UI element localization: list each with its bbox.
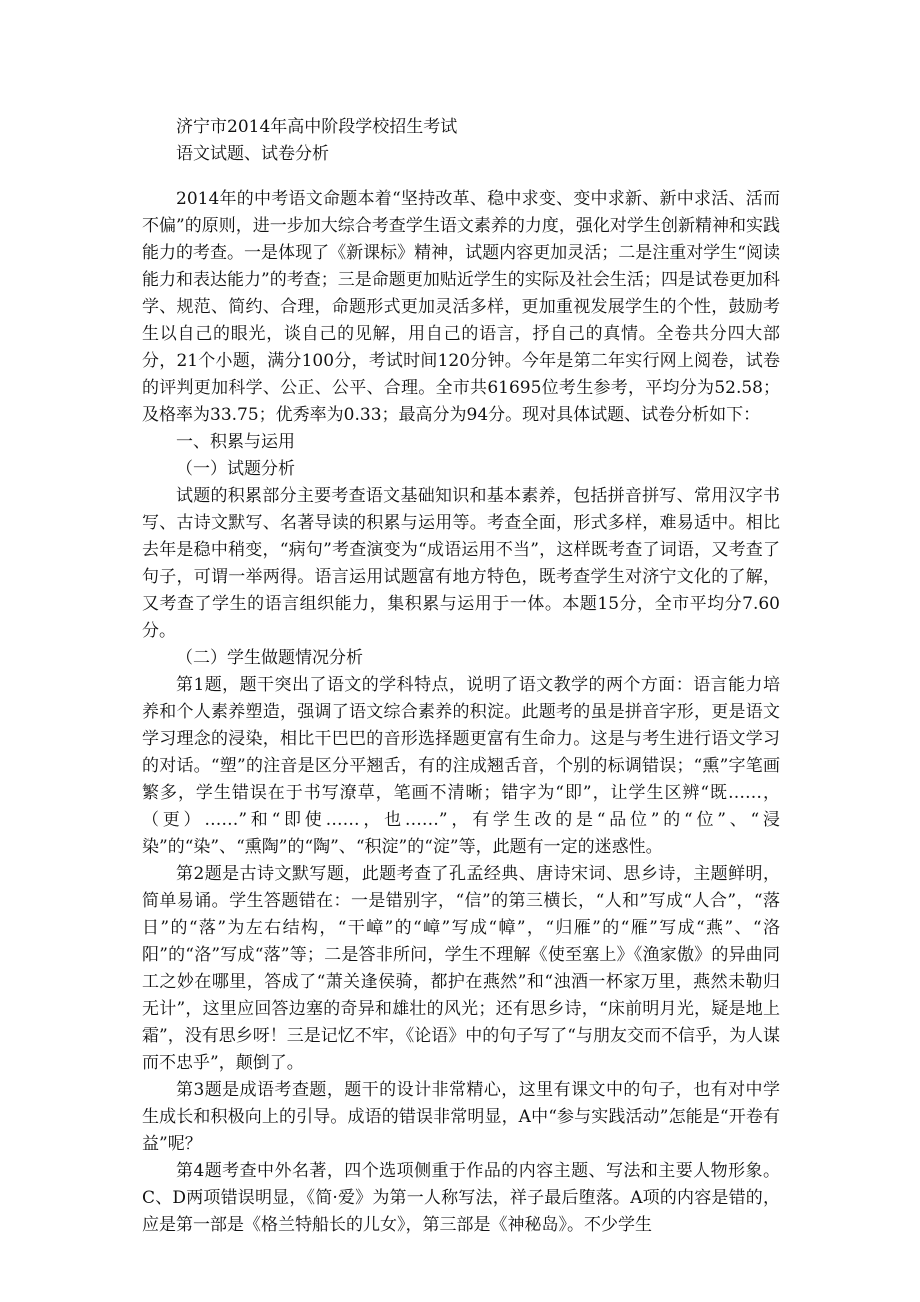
document-title: 济宁市2014年高中阶段学校招生考试	[176, 117, 458, 137]
question-4-paragraph: 第4题考查中外名著，四个选项侧重于作品的内容主题、写法和主要人物形象。C、D两项错误明显，《简·爱》为第一人称写法，祥子最后堕落。A项的内容是错的，应是第一部是《格兰特船长的儿女》，第三部是《神秘岛》。不少学生	[142, 1161, 780, 1235]
subsection-heading: （二）学生做题情况分析	[176, 648, 363, 668]
document-subtitle: 语文试题、试卷分析	[176, 144, 329, 164]
question-3-paragraph: 第3题是成语考查题，题干的设计非常精心，这里有课文中的句子，也有对中学生成长和积极向上的引导。成语的错误非常明显，A中“参与实践活动”怎能是“开卷有益”呢？	[142, 1080, 780, 1154]
question-1-paragraph: 第1题，题干突出了语文的学科特点，说明了语文教学的两个方面：语言能力培养和个人素养塑造，强调了语文综合素养的积淀。此题考的虽是拼音字形，更是语文学习理念的浸染，相比干巴巴的音形选择题更富有生命力。这是与考生进行语文学习的对话。“塑”的注音是区分平翘舌，有的注成翘舌音，个别的标调错误；“熏”字笔画繁多，学生错误在于书写潦草，笔画不清晰；错字为“即”，让学生区辨“既……，（更）……”和“即使……，也……”，有学生改的是“品位”的“位”、“浸染”的“染”、“熏陶”的“陶”、“积淀”的“淀”等，此题有一定的迷惑性。	[142, 675, 780, 857]
section-heading: 一、积累与运用	[176, 432, 295, 452]
title-block	[176, 114, 776, 168]
subsection-heading: （一）试题分析	[176, 459, 295, 479]
intro-paragraph: 2014年的中考语文命题本着“坚持改革、稳中求变、变中求新、新中求活、活而不偏”的原则，进一步加大综合考查学生语文素养的力度，强化对学生创新精神和实践能力的考查。一是体现了《新课标》精神，试题内容更加灵活；二是注重对学生“阅读能力和表达能力”的考查；三是命题更加贴近学生的实际及社会生活；四是试卷更加科学、规范、简约、合理，命题形式更加灵活多样，更加重视发展学生的个性，鼓励考生以自己的眼光，谈自己的见解，用自己的语言，抒自己的真情。全卷共分四大部分，21个小题，满分100分，考试时间120分钟。今年是第二年实行网上阅卷，试卷的评判更加科学、公正、公平、合理。全市共61695位考生参考，平均分为52.58；及格率为33.75；优秀率为0.33；最高分为94分。现对具体试题、试卷分析如下：	[142, 189, 780, 425]
analysis-paragraph: 试题的积累部分主要考查语文基础知识和基本素养，包括拼音拼写、常用汉字书写、古诗文默写、名著导读的积累与运用等。考查全面，形式多样，难易适中。相比去年是稳中稍变，“病句”考查演变为“成语运用不当”，这样既考查了词语，又考查了句子，可谓一举两得。语言运用试题富有地方特色，既考查学生对济宁文化的了解，又考查了学生的语言组织能力，集积累与运用于一体。本题15分，全市平均分7.60分。	[142, 486, 780, 641]
document-body	[142, 186, 780, 1239]
question-2-paragraph: 第2题是古诗文默写题，此题考查了孔孟经典、唐诗宋词、思乡诗，主题鲜明，简单易诵。学生答题错在：一是错别字，“信”的第三横长，“人和”写成“人合”，“落日”的“落”为左右结构，“干嶂”的“嶂”写成“幛”，“归雁”的“雁”写成“燕”、“洛阳”的“洛”写成“落”等；二是答非所问，学生不理解《使至塞上》《渔家傲》的异曲同工之妙在哪里，答成了“萧关逢侯骑，都护在燕然”和“浊酒一杯家万里，燕然未勒归无计”，这里应回答边塞的奇异和雄壮的风光；还有思乡诗，“床前明月光，疑是地上霜”，没有思乡呀！三是记忆不牢，《论语》中的句子写了“与朋友交而不信乎，为人谋而不忠乎”，颠倒了。	[142, 864, 780, 1073]
